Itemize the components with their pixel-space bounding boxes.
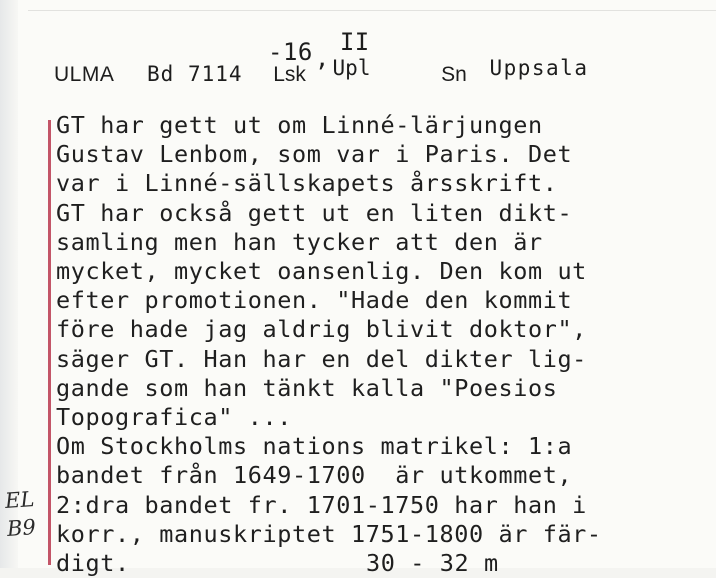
body-line: gande som han tänkt kalla "Poesios: [56, 373, 558, 402]
body-line: före hade jag aldrig blivit doktor",: [56, 315, 587, 344]
red-margin-line: [48, 120, 51, 565]
socken-label: Sn: [441, 63, 467, 86]
body-line: säger GT. Han har en del dikter lig-: [56, 344, 587, 373]
volume-label: Bd 7114: [147, 62, 243, 86]
classification-line-1: EL: [4, 487, 36, 514]
card-body-text: [56, 111, 696, 578]
volume-comma: ,: [314, 44, 330, 72]
volume-page: -16: [268, 38, 313, 66]
body-line: bandet från 1649-1700 är utkommet,: [56, 461, 573, 490]
body-line: mycket, mycket oansenlig. Den kom ut: [56, 257, 587, 286]
socken-value: Uppsala: [489, 56, 589, 80]
classification-line-2: B9: [6, 515, 37, 541]
card-header: [54, 56, 694, 87]
body-line: var i Linné-sällskapets årsskrift.: [56, 169, 558, 198]
body-line: Om Stockholms nations matrikel: 1:a: [56, 432, 573, 461]
page-reference: 30 - 32 m: [366, 549, 499, 578]
body-line: korr., manuskriptet 1751-1800 är fär-: [56, 519, 602, 548]
archive-code: ULMA: [54, 63, 115, 86]
body-line: efter promotionen. "Hade den kommit: [56, 286, 573, 315]
landskap-value: Upl: [332, 56, 371, 80]
landskap-label: Lsk: [273, 63, 306, 86]
card-footer: [56, 549, 696, 578]
handwritten-classification: [4, 485, 37, 543]
footer-last-word: digt.: [56, 549, 130, 578]
body-line: samling men han tycker att den är: [56, 227, 543, 256]
body-line: Gustav Lenbom, som var i Paris. Det: [56, 140, 573, 169]
body-line: GT har gett ut om Linné-lärjungen: [56, 111, 543, 139]
card-top-edge: [28, 0, 716, 11]
body-line: 2:dra bandet fr. 1701-1750 har han i: [56, 490, 587, 519]
card-edge-shadow: [0, 0, 18, 568]
body-line: Topografica" ...: [56, 403, 292, 432]
body-line: GT har också gett ut en liten dikt-: [56, 198, 573, 227]
volume-roman: II: [339, 28, 370, 56]
